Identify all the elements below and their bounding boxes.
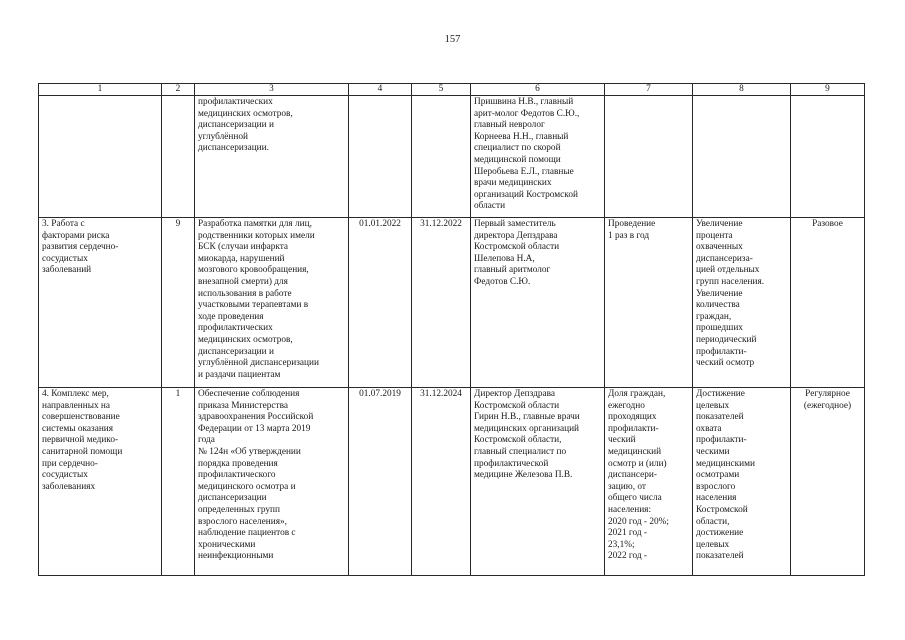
measures-table [38,83,865,576]
indicator-text: Проведение 1 раз в год [608,219,656,241]
responsible-cell [471,388,605,576]
start-date-cell [349,388,412,576]
number-cell [162,96,195,218]
end-date-cell [412,388,471,576]
column-number: 6 [471,84,605,96]
indicator-text: Доля граждан, ежегодно проходящих профилакти- ческий медицинский осмотр и (или) диспансери- зацию, от общего числа населения: 2020 год - 20%; 2021 год - 23,1%; 2022 год - [608,389,669,562]
column-number: 1 [39,84,162,96]
result-text: Увеличение процента охваченных диспансериза- цией отдельных групп населения. Увеличение количества граждан, прошедших периодический профилакти- ческий осмотр [696,219,765,369]
responsible-text: Первый заместитель директора Депздрава Костромской области Шелепова Н.А, главный аритмолог Федотов С.Ю. [474,219,560,287]
number-cell [162,388,195,576]
indicator-cell [605,218,693,388]
description-text: профилактических медицинских осмотров, диспансеризации и углублённой диспансеризации. [198,97,293,154]
start-date-text: 01.07.2019 [359,389,401,399]
periodicity-text: Разовое [812,219,843,229]
column-number: 5 [412,84,471,96]
end-date-text: 31.12.2022 [420,219,462,229]
number-cell [162,218,195,388]
result-cell [693,218,791,388]
event-text: 4. Комплекс мер, направленных на совершенствование системы оказания первичной медико- санитарной помощи при сердечно- сосудистых заболеваниях [42,389,123,492]
event-cell [39,218,162,388]
periodicity-cell [791,218,865,388]
table-row [39,96,865,218]
result-cell [693,388,791,576]
responsible-cell [471,96,605,218]
table-row [39,388,865,576]
periodicity-text: Регулярное (ежегодное) [803,389,852,411]
responsible-text: Директор Депздрава Костромской области Гирин Н.В., главные врачи медицинских организаций Костромской области, главный специалист по профилактической медицине Железова П.В. [474,389,580,481]
column-number-row [39,84,865,96]
column-number: 2 [162,84,195,96]
description-cell [195,96,349,218]
responsible-cell [471,218,605,388]
event-cell [39,96,162,218]
event-cell [39,388,162,576]
result-text: Достижение целевых показателей охвата профилакти- ческими медицинскими осмотрами взрослого населения Костромской области, достижение целевых показателей [696,389,755,562]
number-text: 1 [175,389,181,399]
end-date-text: 31.12.2024 [420,389,462,399]
event-text: 3. Работа с факторами риска развития сердечно- сосудистых заболеваний [42,219,119,276]
end-date-cell [412,218,471,388]
column-number: 4 [349,84,412,96]
end-date-cell [412,96,471,218]
column-number: 7 [605,84,693,96]
description-text: Обеспечение соблюдения приказа Министерства здравоохранения Российской Федерации от 13 марта 2019 года № 124н «Об утверждении порядка проведения профилактического медицинского осмотра и диспансеризации определенных групп взрослого населения», наблюдение пациентов с хроническими неинфекционными [198,389,314,562]
indicator-cell [605,388,693,576]
column-number: 8 [693,84,791,96]
responsible-text: Пришвина Н.В., главный арит-молог Федотов С.Ю., главный невролог Корнеева Н.Н., главный специалист по скорой медицинской помощи Шеробьева Е.Л., главные врачи медицинских организаций Костромской области [474,97,580,212]
column-number: 9 [791,84,865,96]
page-number: 157 [444,34,461,45]
indicator-cell [605,96,693,218]
description-text: Разработка памятки для лиц, родственники которых имели БСК (случаи инфаркта миокарда, нарушений мозгового кровообращения, внезапной смерти) для использования в работе участковыми терапевтами в ходе проведения профилактических медицинских осмотров, диспансеризации и углублённой диспансеризации и раздачи пациентам [198,219,319,380]
description-cell [195,388,349,576]
periodicity-cell [791,96,865,218]
start-date-cell [349,96,412,218]
description-cell [195,218,349,388]
result-cell [693,96,791,218]
periodicity-cell [791,388,865,576]
column-number: 3 [195,84,349,96]
start-date-cell [349,218,412,388]
table-row [39,218,865,388]
start-date-text: 01.01.2022 [359,219,401,229]
number-text: 9 [175,219,181,229]
